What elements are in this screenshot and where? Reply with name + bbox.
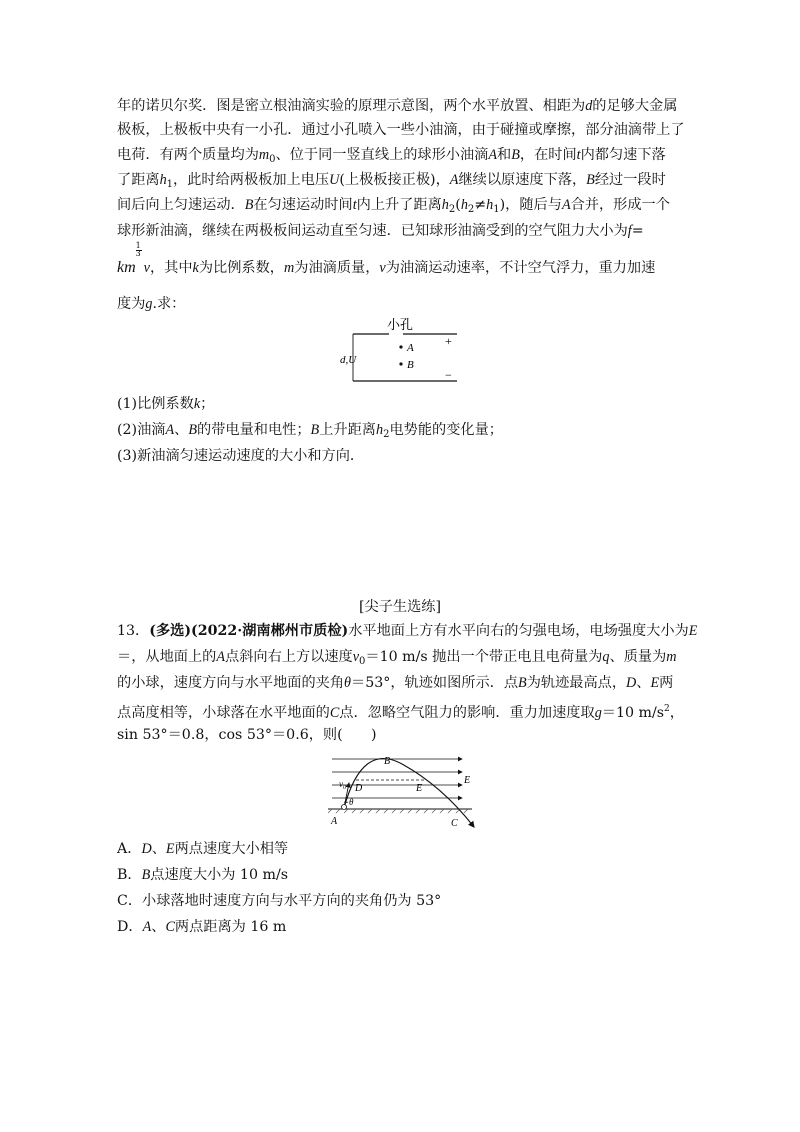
millikan-diagram xyxy=(335,313,470,388)
p12-question-2: (2)油滴A、B的带电量和电性；B上升距离$h_2$电势能的变化量； xyxy=(117,422,503,440)
d-u-label: d,U xyxy=(340,354,357,366)
p12-line-2: 极板，上极板中央有一小孔．通过小孔喷入一些小油滴，由于碰撞或摩擦，部分油滴带上了 xyxy=(117,122,685,138)
p12-line-8: 度为g.求： xyxy=(117,296,186,312)
p12-line-1: 年的诺贝尔奖．图是密立根油滴实验的原理示意图，两个水平放置、相距为d的足够大金属 xyxy=(117,98,678,114)
p13-line-3: 的小球，速度方向与水平地面的夹角θ＝53°，轨迹如图所示．点B为轨迹最高点，D、E两 xyxy=(117,675,674,691)
p12-line-3: 电荷．有两个质量均为$m_0$、位于同一竖直线上的球形小油滴A和B，在时间t内都匀速下落 xyxy=(117,147,666,165)
droplet-b-label: B xyxy=(407,359,414,371)
minus-sign: − xyxy=(445,368,452,382)
hole-label: 小孔 xyxy=(387,317,414,332)
p12-question-1: (1)比例系数k； xyxy=(117,396,215,412)
p12-line-5: 间后向上匀速运动．B在匀速运动时间t内上升了距离$h_2(h_2\ne h_1)$，随后与A合并，形成一个 xyxy=(117,197,670,215)
point-e-label: E xyxy=(416,783,423,794)
droplet-a xyxy=(399,345,402,348)
point-d-label: D xyxy=(355,783,363,794)
point-c-label: C xyxy=(451,818,458,829)
p12-line-6: 球形新油滴，继续在两极板间运动直至匀速．已知球形油滴受到的空气阻力大小为f= xyxy=(117,223,644,239)
option-c: C．小球落地时速度方向与水平方向的夹角仍为 53° xyxy=(117,893,442,909)
p12-question-3: (3)新油滴匀速运动速度的大小和方向． xyxy=(117,448,365,464)
option-d: D．A、C两点距离为 16 m xyxy=(117,919,287,935)
p13-line-2: ＝，从地面上的A点斜向右上方以速度$v_0=10$ m/s 抛出一个带正电且电荷量为q、质量为m xyxy=(117,649,677,667)
p12-line-4: 了距离$h_1$，此时给两极板加上电压U(上极板接正极)，A继续以原速度下落，B经过一段时 xyxy=(117,172,666,190)
option-b: B．B点速度大小为 10 m/s xyxy=(117,867,289,883)
point-b-label: B xyxy=(384,756,391,767)
p12-line-7: km $\frac{1}{3}$ v，其中k为比例系数，m为油滴质量，v为油滴运动速率，不计空气浮力，重力加速 xyxy=(117,241,656,276)
field-e-label: E xyxy=(464,775,471,786)
plus-sign: + xyxy=(445,334,452,348)
option-a: A．D、E两点速度大小相等 xyxy=(117,841,289,857)
projectile-diagram xyxy=(322,750,482,832)
p13-line-5: sin 53°＝0.8，cos 53°＝0.6，则( ) xyxy=(117,727,377,743)
p13-line-4: 点高度相等，小球落在水平地面的C点．忽略空气阻力的影响．重力加速度取g＝10 $m/s^2$， xyxy=(117,704,684,721)
section-heading: [尖子生选练] xyxy=(358,599,441,615)
droplet-a-label: A xyxy=(407,342,414,354)
point-a-label: A xyxy=(331,816,338,827)
v0-label: $v_0$ xyxy=(339,779,346,791)
theta-label: θ xyxy=(349,797,354,807)
p13-line-1: 13．(多选)(2022·湖南郴州市质检)水平地面上方有水平向右的匀强电场，电场强度大小为E xyxy=(117,623,698,639)
droplet-b xyxy=(399,362,402,365)
